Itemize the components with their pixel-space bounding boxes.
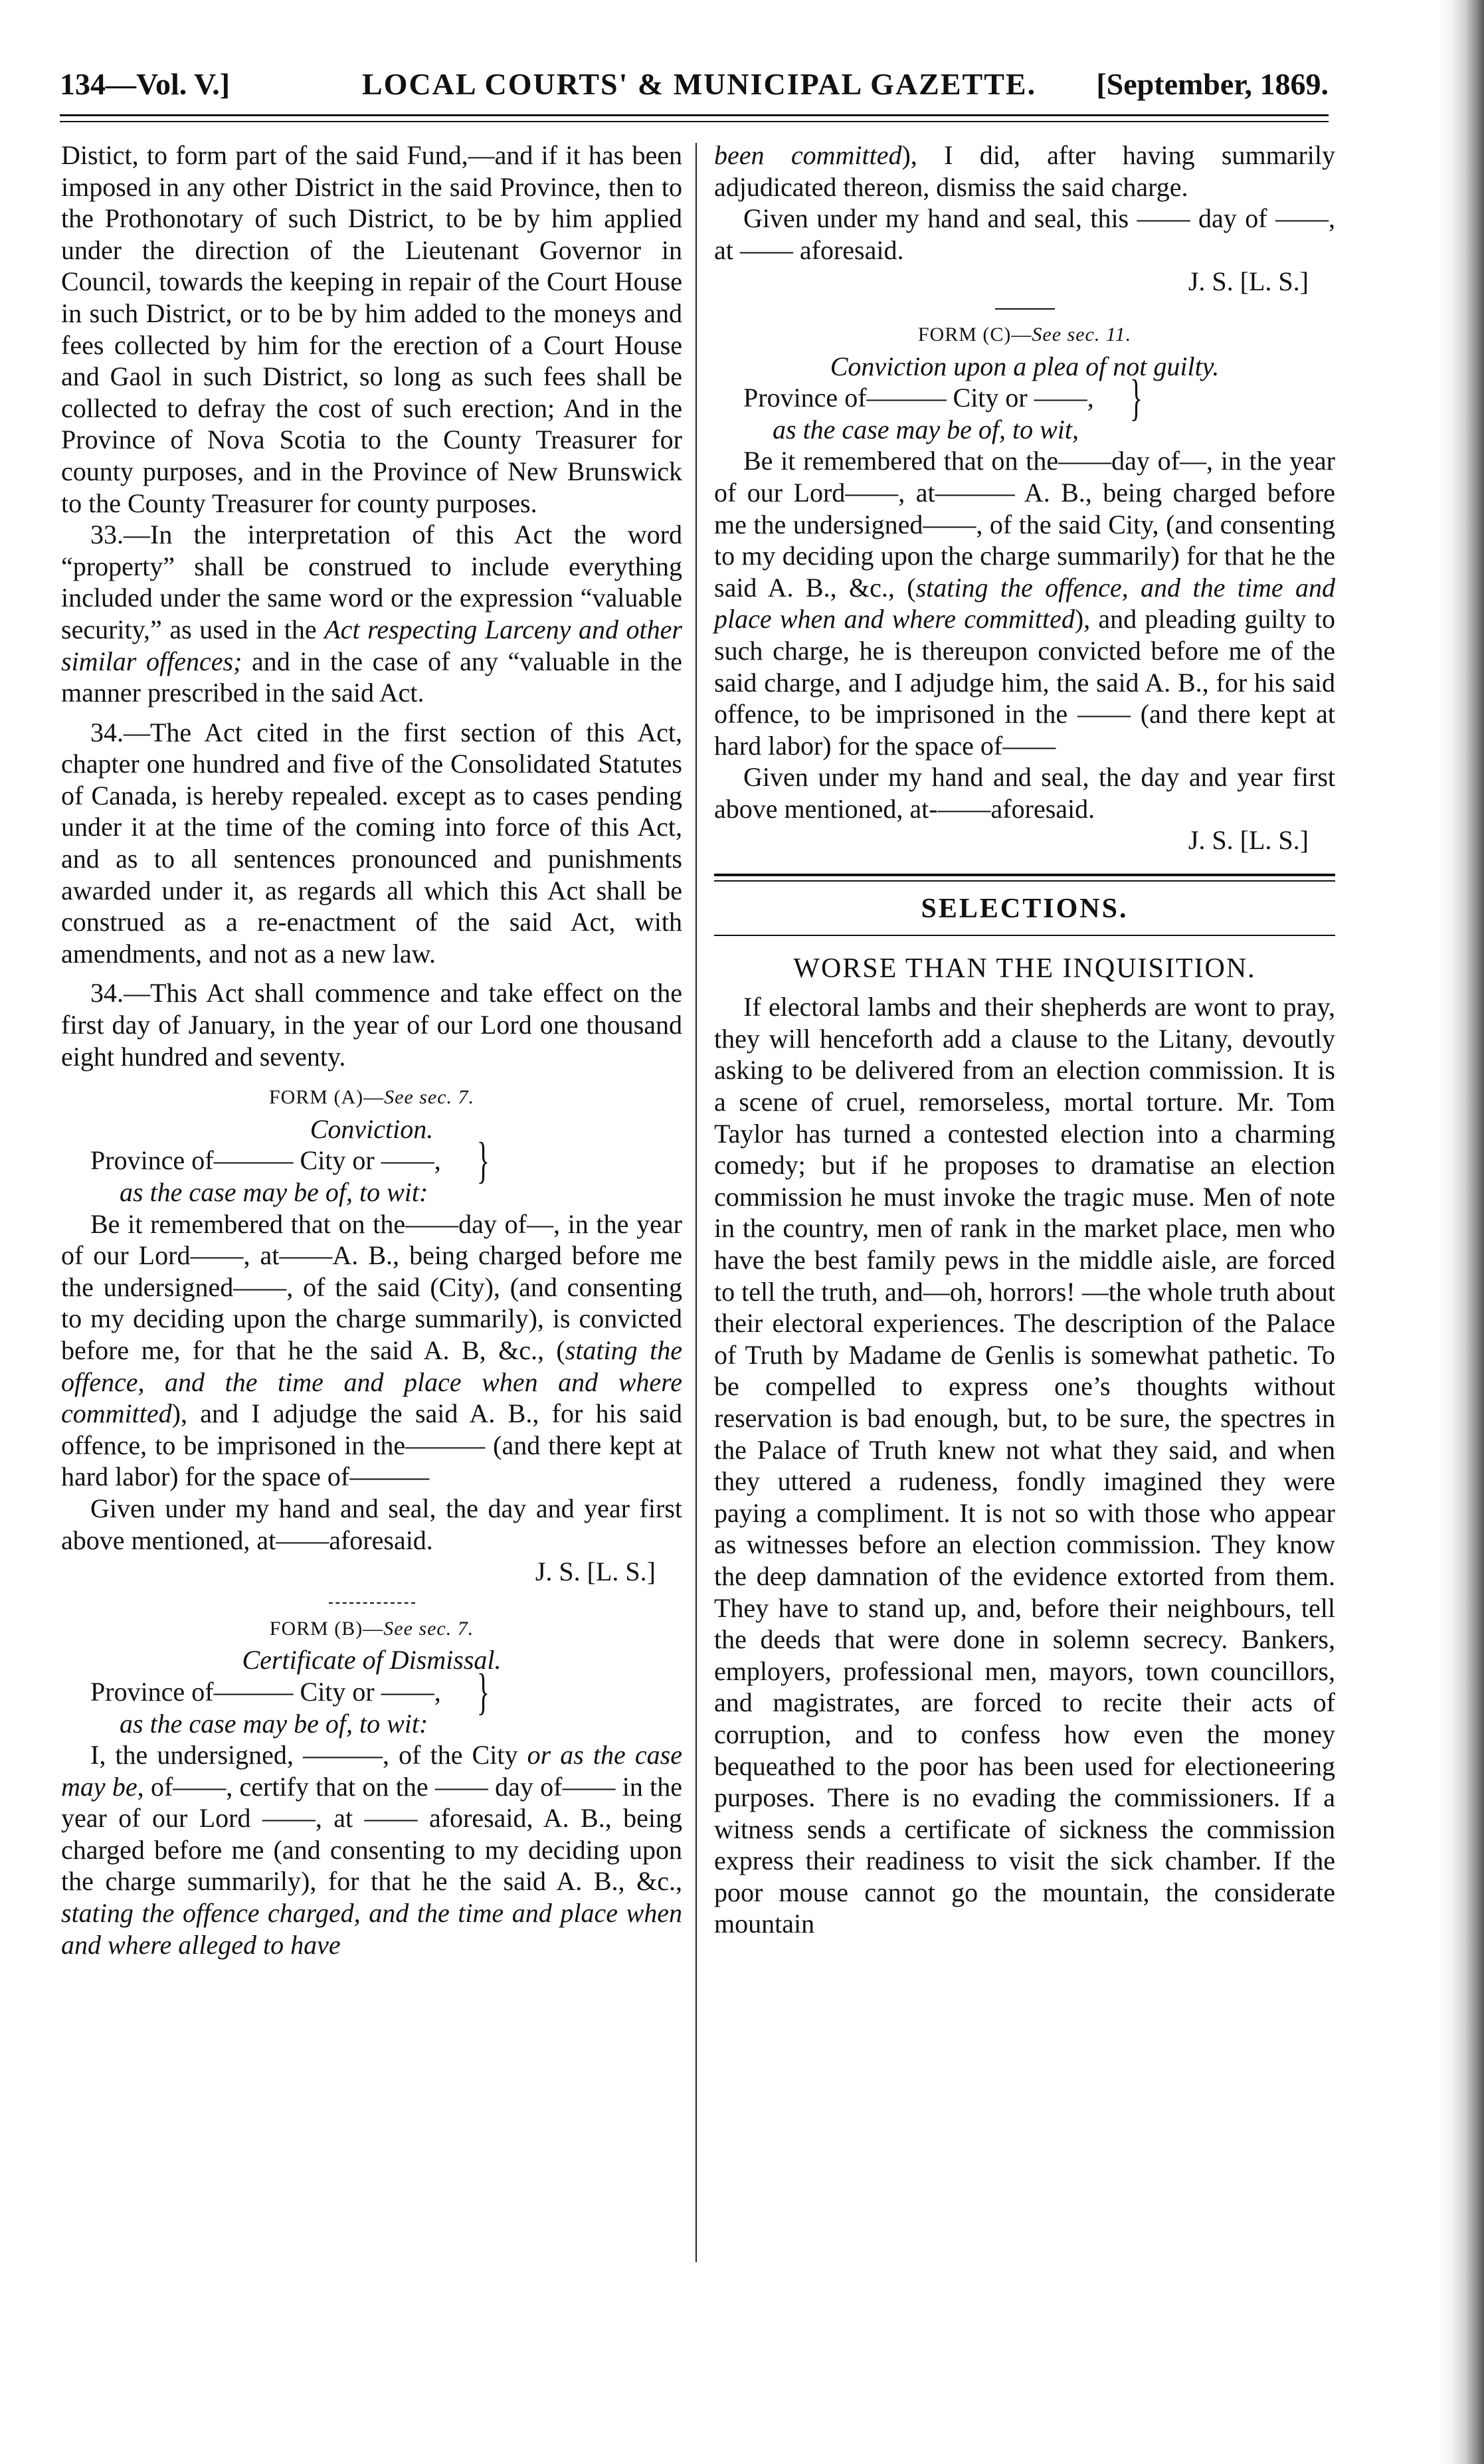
paragraph-section-34-repeal: 34.—The Act cited in the first section of this Act, chapter one hundred and five of the Consolidated Statutes of Canada, is hereby repealed. except as to cases pending under it at the time of the coming into force of this Act, and as to all sentences pronounced and punishments awarded under it, as regards all which this Act shall be construed as a re-enactment of the said Act, with amendments, and not as a new law. [61,717,682,969]
left-column [61,140,682,1960]
section-rule-thin [714,880,1335,882]
form-c-heading: FORM (C)—See sec. 11. [917,323,1132,345]
issue-date: [September, 1869. [1096,67,1329,101]
form-separator [995,308,1055,310]
form-a-subtitle: Conviction. [310,1113,434,1144]
form-b-continuation: been committed), I did, after having summarily adjudicated thereon, dismiss the said charge. [714,140,1335,202]
form-b-province: Province of——— City or ——, } [90,1663,490,1720]
form-b-signature: J. S. [L. S.] [1188,266,1309,297]
form-b-body: I, the undersigned, ———, of the City or as the case may be, of——, certify that on the —— day of—— in the year of our Lord ——, at —— aforesaid, A. B., being charged before me (and consenting to my deciding upon the charge summarily), for that he the said A. B., &c., stating the offence charged, and the time and place when and where alleged to have [61,1740,682,1960]
article-title: WORSE THAN THE INQUISITION. [793,953,1256,984]
header-rule-bottom [60,121,1329,122]
form-c-province: Province of——— City or ——, } [743,369,1143,426]
form-a-case: as the case may be of, to wit: [120,1177,428,1207]
form-c-signature: J. S. [L. S.] [1188,825,1309,856]
form-c-subtitle: Conviction upon a plea of not guilty. [830,351,1220,381]
paragraph-section-34-commence: 34.—This Act shall commence and take effect on the first day of January, in the year of our Lord one thousand eight hundred and seventy. [61,978,682,1072]
form-c-case: as the case may be of, to wit, [773,414,1079,444]
form-c-given: Given under my hand and seal, the day and year first above mentioned, at-——aforesaid. [714,762,1335,824]
header-rule-top [60,114,1329,116]
form-b-given: Given under my hand and seal, this —— day of ——, at —— aforesaid. [714,203,1335,265]
form-a-signature: J. S. [L. S.] [535,1557,656,1587]
form-b-subtitle: Certificate of Dismissal. [242,1645,502,1675]
page-edge-shadow [1438,0,1484,2464]
column-divider [696,143,697,2262]
paragraph-fund: Distict, to form part of the said Fund,—and if it has been imposed in any other District in the said Province, then to the Prothonotary of such District, to be by him applied under the direction of the Lieutenant Governor in Council, towards the keeping in repair of the Court House in such District, or to be by him added to the moneys and fees collected by him for the erection of a Court House and Gaol in such District, so long as such fees shall be collected to defray the cost of such erection; And in the Province of Nova Scotia to the County Treasurer for county purposes, and in the Province of New Brunswick to the County Treasurer for county purposes. [61,140,682,518]
form-c-body: Be it remembered that on the——day of—, in the year of our Lord——, at——— A. B., being charged before me the undersigned——, of the said City, (and consenting to my deciding upon the charge summarily) for that he the said A. B., &c., (stating the offence, and the time and place when and where committed), and pleading guilty to such charge, he is thereupon convicted before me of the said charge, and I adjudge him, the said A. B., for his said offence, to be imprisoned in the —— (and there kept at hard labor) for the space of—— [714,446,1335,761]
article-body: If electoral lambs and their shepherds are wont to pray, they will henceforth add a clause to the Litany, devoutly asking to be delivered from an election commission. It is a scene of cruel, remorseless, mortal torture. Mr. Tom Taylor has turned a contested election into a charming comedy; but if he proposes to dramatise an election commission he must invoke the tragic muse. Men of note in the country, men of rank in the market place, men who have the best family pews in the middle aisle, are forced to tell the truth, and—oh, horrors! —the whole truth about their electoral experiences. The description of the Palace of Truth by Madame de Genlis is somewhat pathetic. To be compelled to express one’s thoughts without reservation is bad enough, but, to be sure, the spectres in the Palace of Truth knew not what they said, and when they uttered a rudeness, fondly imagined they were paying a compliment. It is not so with those who appear as witnesses before an election commission. They know the deep damnation of the evidence extorted from them. They have to stand up, and, before their neighbours, tell the deeds that were done in solemn secrecy. Bankers, employers, professional men, mayors, town councillors, and magistrates, are forced to recite their acts of corruption, and to confess how even the money bequeathed to the poor has been used for electioneering purposes. There is no evading the commissioners. If a witness sends a certificate of sickness the commission express their readiness to visit the sick chamber. If the poor mouse cannot go the mountain, the considerate mountain [714,992,1335,1939]
section-heading-selections: SELECTIONS. [921,894,1129,925]
form-b-heading: FORM (B)—See sec. 7. [269,1617,474,1640]
publication-title: LOCAL COURTS' & MUNICIPAL GAZETTE. [362,67,1037,101]
page-header [60,66,1329,113]
right-column [714,140,1335,1940]
section-rule-thick [714,874,1335,876]
form-a-given: Given under my hand and seal, the day and year first above mentioned, at——aforesaid. [61,1493,682,1555]
paragraph-section-33: 33.—In the interpretation of this Act the word “property” shall be construed to include everything included under the same word or the expression “valuable security,” as used in the Act respecting Larceny and other similar offences; and in the case of any “valuable in the manner prescribed in the said Act. [61,520,682,708]
page-volume: 134—Vol. V.] [60,67,231,101]
form-separator [329,1602,415,1604]
form-a-body: Be it remembered that on the——day of—, in the year of our Lord——, at——A. B., being charged before me the undersigned——, of the said (City), (and consenting to my deciding upon the charge summarily), is convicted before me, for that he the said A. B, &c., (stating the offence, and the time and place when and where committed), and I adjudge the said A. B., for his said offence, to be imprisoned in the——— (and there kept at hard labor) for the space of——— [61,1208,682,1492]
form-b-case: as the case may be of, to wit: [120,1708,428,1739]
form-a-province: Province of——— City or ——, } [90,1131,490,1189]
section-rule-under [714,935,1335,936]
form-a-heading: FORM (A)—See sec. 7. [268,1086,475,1109]
